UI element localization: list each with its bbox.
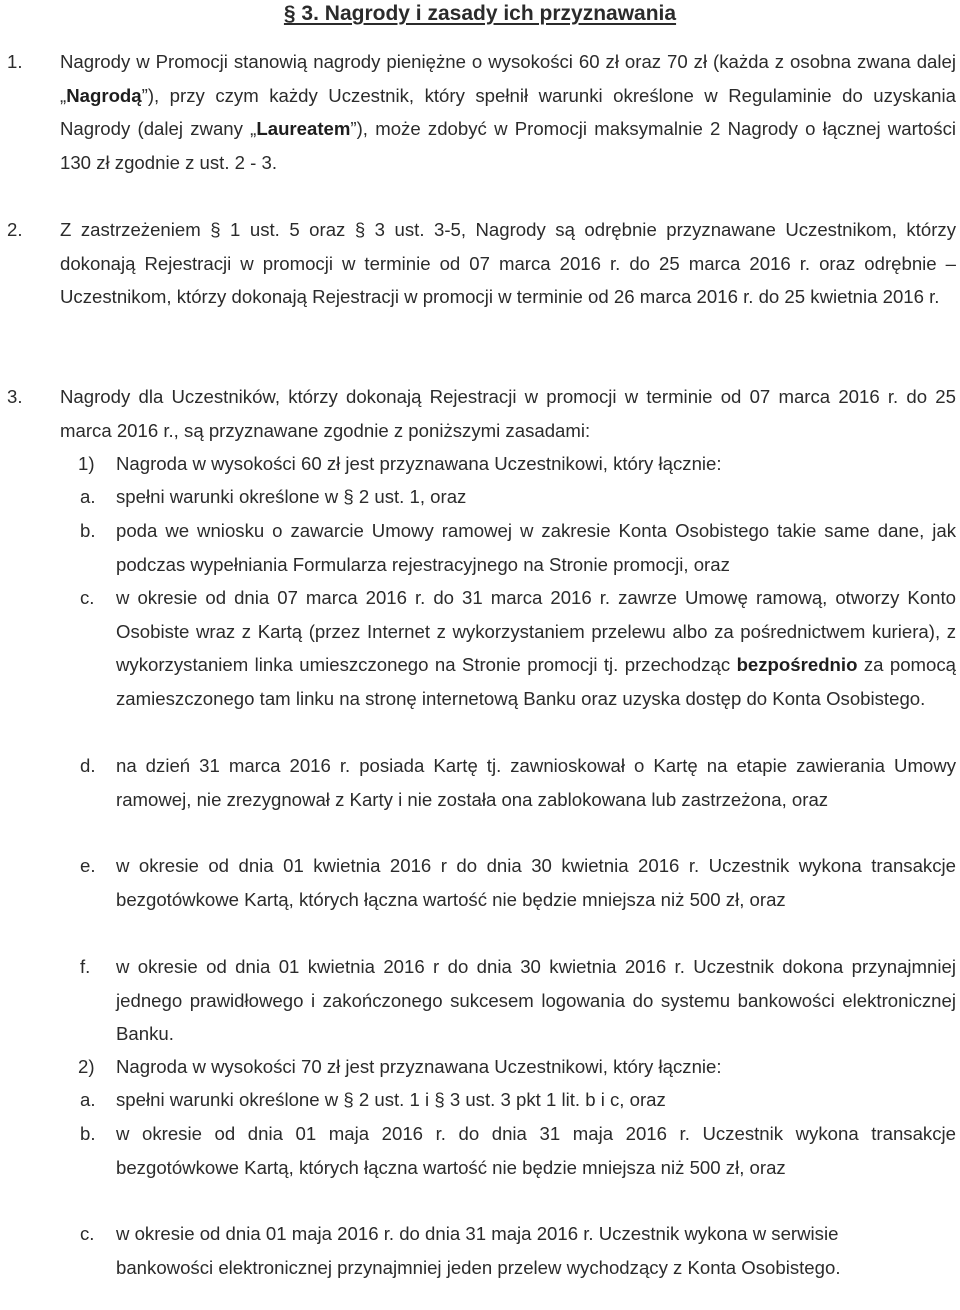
- group-2-number: 2): [78, 1056, 95, 1077]
- group-1-heading: Nagroda w wysokości 60 zł jest przyznawana Uczestnikowi, który łącznie:: [116, 453, 722, 474]
- paragraph-1-text-c: ”), może zdobyć w Promocji maksymalnie 2 Nagrody o łącznej wartości 130 zł zgodnie z ust. 2 - 3.: [60, 118, 956, 173]
- paragraph-1: [60, 45, 956, 179]
- paragraph-1-text-a: Nagrody w Promocji stanowią nagrody pieniężne o wysokości 60 zł oraz 70 zł (każda z osobna zwana dalej „: [60, 51, 956, 106]
- paragraph-2: Z zastrzeżeniem § 1 ust. 5 oraz § 3 ust. 3-5, Nagrody są odrębnie przyznawane Uczestnikom, którzy dokonają Rejestracji w promocji w terminie od 07 marca 2016 r. do 25 marca 2016 r. oraz odrębnie – Uczestnikom, którzy dokonają Rejestracji w promocji w terminie od 26 marca 2016 r. do 25 kwietnia 2016 r.: [60, 219, 956, 307]
- item-c-text-b: za pomocą zamieszczonego tam linku na stronę internetową Banku oraz uzyska dostęp do Konta Osobistego.: [116, 654, 957, 709]
- paragraph-2-number: 2.: [7, 219, 23, 240]
- item-c-text-a: w okresie od dnia 07 marca 2016 r. do 31 marca 2016 r. zawrze Umowę ramową, otworzy Konto Osobiste wraz z Kartą (przez Internet z wykorzystaniem przelewu albo za pośrednictwem kuriera), z wykorzystaniem linka umieszczonego na Stronie promocji tj. przechodząc: [116, 587, 956, 675]
- item-letter: d.: [80, 755, 96, 776]
- section-title-text: § 3. Nagrody i zasady ich przyznawania: [283, 2, 677, 25]
- group-2-item-c: w okresie od dnia 01 maja 2016 r. do dnia 31 maja 2016 r. Uczestnik wykona w serwisie bankowości elektronicznej przynajmniej jeden przelew wychodzący z Konta Osobistego.: [116, 1223, 841, 1278]
- item-letter: c.: [80, 587, 95, 608]
- section-title: [0, 0, 960, 28]
- item-letter: c.: [80, 1223, 95, 1244]
- item-c-emphasis: bezpośrednio: [736, 654, 858, 675]
- group-2-item-b: w okresie od dnia 01 maja 2016 r. do dnia 31 maja 2016 r. Uczestnik wykona transakcje bezgotówkowe Kartą, których łączna wartość nie będzie mniejsza niż 500 zł, oraz: [116, 1123, 956, 1178]
- group-1-item-e: w okresie od dnia 01 kwietnia 2016 r do dnia 30 kwietnia 2016 r. Uczestnik wykona transakcje bezgotówkowe Kartą, których łączna wartość nie będzie mniejsza niż 500 zł, oraz: [116, 855, 956, 910]
- item-letter: b.: [80, 520, 96, 541]
- paragraph-1-number: 1.: [7, 51, 23, 72]
- paragraph-3: Nagrody dla Uczestników, którzy dokonają Rejestracji w promocji w terminie od 07 marca 2016 r. do 25 marca 2016 r., są przyznawane zgodnie z poniższymi zasadami:: [60, 386, 956, 441]
- group-1-number: 1): [78, 453, 95, 474]
- paragraph-3-number: 3.: [7, 386, 23, 407]
- group-1-item-b: poda we wniosku o zawarcie Umowy ramowej w zakresie Konta Osobistego takie same dane, jak podczas wypełniania Formularza rejestracyjnego na Stronie promocji, oraz: [116, 520, 956, 575]
- paragraph-1-text-b: ”), przy czym każdy Uczestnik, który spełnił warunki określone w Regulaminie do uzyskania Nagrody (dalej zwany „: [60, 84, 956, 139]
- group-2-heading: Nagroda w wysokości 70 zł jest przyznawana Uczestnikowi, który łącznie:: [116, 1056, 722, 1077]
- group-1-item-c: [116, 581, 956, 715]
- item-letter: e.: [80, 855, 96, 876]
- item-letter: a.: [80, 1089, 96, 1110]
- item-letter: a.: [80, 486, 96, 507]
- group-1-item-a: spełni warunki określone w § 2 ust. 1, oraz: [116, 486, 467, 507]
- group-1-item-d: na dzień 31 marca 2016 r. posiada Kartę tj. zawnioskował o Kartę na etapie zawierania Umowy ramowej, nie zrezygnował z Karty i nie została ona zablokowana lub zastrzeżona, oraz: [116, 755, 956, 810]
- term-nagroda: Nagrodą: [66, 84, 142, 106]
- group-1-item-f: w okresie od dnia 01 kwietnia 2016 r do dnia 30 kwietnia 2016 r. Uczestnik dokona przynajmniej jednego prawidłowego i zakończonego sukcesem logowania do systemu bankowości elektronicznej Banku.: [116, 956, 956, 1044]
- term-laureat: Laureatem: [256, 118, 351, 139]
- item-letter: b.: [80, 1123, 96, 1144]
- item-letter: f.: [80, 956, 91, 977]
- group-2-item-a: spełni warunki określone w § 2 ust. 1 i § 3 ust. 3 pkt 1 lit. b i c, oraz: [116, 1089, 666, 1110]
